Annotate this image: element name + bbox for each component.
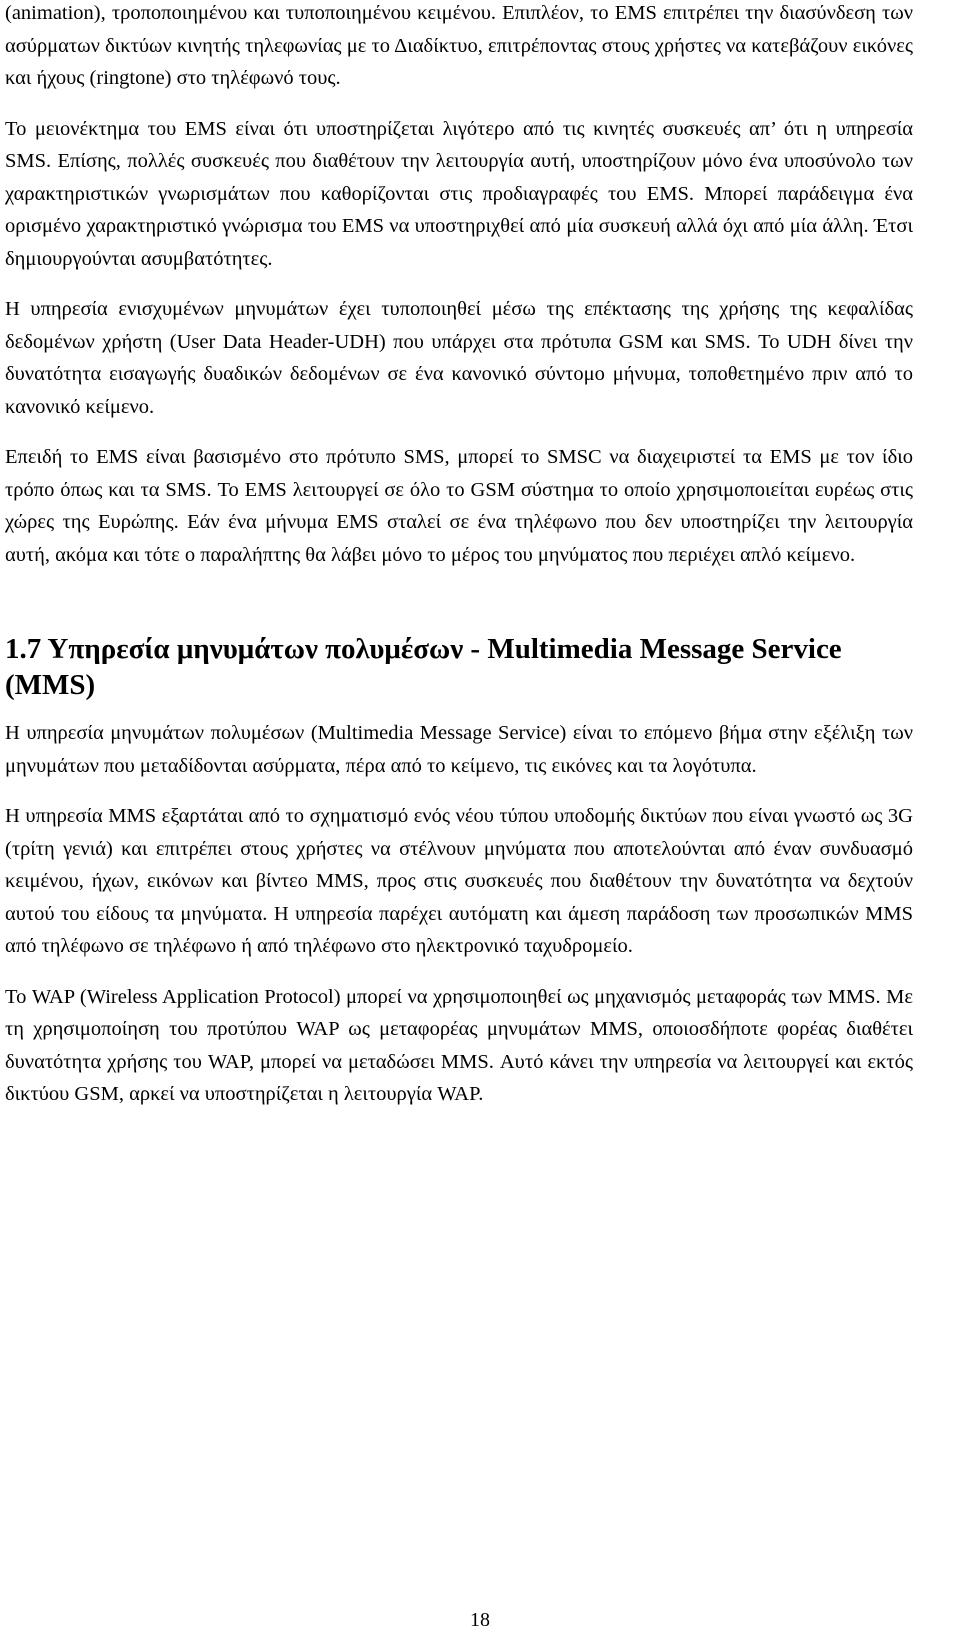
section-heading-mms: 1.7 Υπηρεσία μηνυμάτων πολυμέσων - Multimedia Message Service (MMS) bbox=[5, 633, 842, 701]
page-number: 18 bbox=[470, 1609, 490, 1631]
document-page bbox=[5, 0, 913, 1111]
paragraph-ems-drawbacks: Το μειονέκτημα του EMS είναι ότι υποστηρίζεται λιγότερο από τις κινητές συσκευές απ’ ότι η υπηρεσία SMS. Επίσης, πολλές συσκευές που διαθέτουν την λειτουργία αυτή, υποστηρίζουν μόνο ένα υποσύνολο των χαρακτηριστικών γνωρισμάτων που καθορίζονται στις προδιαγραφές του EMS. Μπορεί παράδειγμα ένα ορισμένο χαρακτηριστικό γνώρισμα του EMS να υποστηριχθεί από μία συσκευή αλλά όχι από μία άλλη. Έτσι δημιουργούνται ασυμβατότητες. bbox=[5, 117, 913, 270]
paragraph-ems-smsc: Επειδή το EMS είναι βασισμένο στο πρότυπο SMS, μπορεί το SMSC να διαχειριστεί τα EMS με τον ίδιο τρόπο όπως και τα SMS. Το EMS λειτουργεί σε όλο το GSM σύστημα το οποίο χρησιμοποιείται ευρέως στις χώρες της Ευρώπης. Εάν ένα μήνυμα EMS σταλεί σε ένα τηλέφωνο που δεν υποστηρίζει την λειτουργία αυτή, ακόμα και τότε ο παραλήπτης θα λάβει μόνο το μέρος του μηνύματος που περιέχει απλό κείμενο. bbox=[5, 446, 913, 566]
paragraph-ems-udh: Η υπηρεσία ενισχυμένων μηνυμάτων έχει τυποποιηθεί μέσω της επέκτασης της χρήσης της κεφαλίδας δεδομένων χρήστη (User Data Header-UDH) που υπάρχει στα πρότυπα GSM και SMS. Το UDH δίνει την δυνατότητα εισαγωγής δυαδικών δεδομένων σε ένα κανονικό σύντομο μήνυμα, τοποθετημένο πριν από το κανονικό κείμενο. bbox=[5, 298, 913, 418]
paragraph-mms-wap: Το WAP (Wireless Application Protocol) μπορεί να χρησιμοποιηθεί ως μηχανισμός μεταφοράς των MMS. Με τη χρησιμοποίηση του προτύπου WAP ως μεταφορέας μηνυμάτων MMS, οποιοσδήποτε φορέας διαθέτει δυνατότητα χρήσης του WAP, μπορεί να μεταδώσει MMS. Αυτό κάνει την υπηρεσία να λειτουργεί και εκτός δικτύου GSM, αρκεί να υποστηρίζεται η λειτουργία WAP. bbox=[5, 985, 913, 1105]
paragraph-mms-intro: Η υπηρεσία μηνυμάτων πολυμέσων (Multimedia Message Service) είναι το επόμενο βήμα στην εξέλιξη των μηνυμάτων που μεταδίδονται ασύρματα, πέρα από το κείμενο, τις εικόνες και τα λογότυπα. bbox=[5, 722, 913, 777]
paragraph-mms-3g: Η υπηρεσία MMS εξαρτάται από το σχηματισμό ενός νέου τύπου υποδομής δικτύων που είναι γνωστό ως 3G (τρίτη γενιά) και επιτρέπει στους χρήστες να στέλνουν μηνύματα που αποτελούνται από έναν συνδυασμό κειμένου, ήχων, εικόνων και βίντεο MMS, προς στις συσκευές που διαθέτουν την δυνατότητα να δεχτούν αυτού του είδους τα μηνύματα. Η υπηρεσία παρέχει αυτόματη και άμεση παράδοση των προσωπικών MMS από τηλέφωνο σε τηλέφωνο ή από τηλέφωνο στο ηλεκτρονικό ταχυδρομείο. bbox=[5, 805, 913, 957]
paragraph-ems-features: (animation), τροποποιημένου και τυποποιημένου κειμένου. Επιπλέον, το EMS επιτρέπει την διασύνδεση των ασύρματων δικτύων κινητής τηλεφωνίας με το Διαδίκτυο, επιτρέποντας στους χρήστες να κατεβάζουν εικόνες και ήχους (ringtone) στο τηλέφωνό τους. bbox=[5, 2, 913, 89]
